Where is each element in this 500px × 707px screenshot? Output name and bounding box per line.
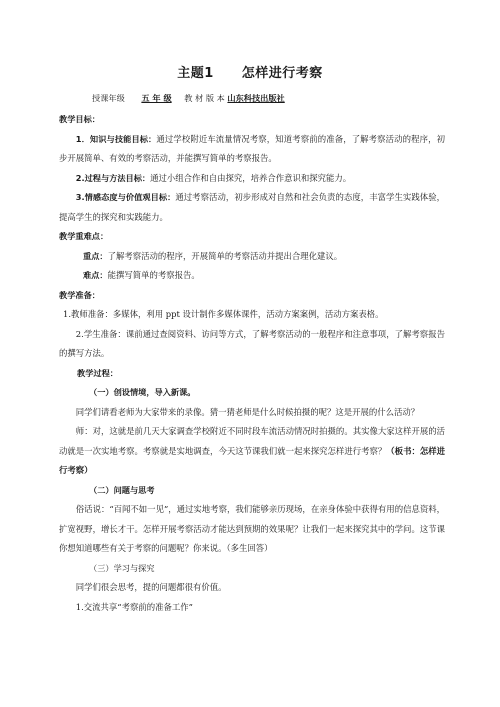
section-3-item-1: 1.交流共享“考察前的准备工作” [75,601,193,612]
keypoint-difficult-label: 难点： [83,270,108,280]
process-heading: 教学过程： [77,367,118,378]
section-1-paragraph-2 [59,422,445,481]
section-2-paragraph-1: 俗话说：“百闻不如一见”，通过实地考察，我们能够亲历现场，在亲身体验中获得有用的信息资料，扩宽视野，增长才干。怎样开展考察活动才能达到预期的效果呢？让我们一起来探究其中的学问。这节课你想知道哪些有关于考察的问题呢？你来说。（多生回答） [59,504,445,553]
goal-emotion-label: 3.情感态度与价值观目标： [75,192,176,202]
keypoint-key-label: 重点： [83,250,108,261]
section-1-title: （一）创设情境，导入新课。 [89,387,196,397]
title-number: 主题1 [177,66,214,81]
board-note: （板书：怎样进行考察） [59,445,446,475]
goal-emotion [59,188,445,227]
prep-heading: 教学准备： [59,289,100,300]
section-3-title: （三）学习与探究 [89,562,155,573]
goal-process-label: 2.过程与方法目标： [75,172,151,183]
course-meta [92,91,450,105]
goal-knowledge-text: 通过学校附近车流量情况考察，知道考察前的准备，了解考察活动的程序，初步开展简单、有效的考察活动，并能撰写简单的考察报告。 [59,133,445,163]
section-3-paragraph-1: 同学们很会思考，提的问题都很有价值。 [75,582,227,592]
goal-process [59,169,445,189]
keypoint-key [59,247,445,267]
prep-student: 2.学生准备：课前通过查阅资料、访问等方式，了解考察活动的一般程序和注意事项，了解考察报告的撰写方法。 [59,328,445,358]
goal-process-text: 通过小组合作和自由探究，培养合作意识和探究能力。 [150,172,352,183]
prep-teacher: 1.教师准备：多媒体，利用 ppt 设计制作多媒体课件，活动方案案例，活动方案表格。 [63,309,384,319]
keypoint-key-text: 了解考察活动的程序，开展简单的考察活动并提出合理化建议。 [107,250,343,261]
keypoints-heading: 教学重难点： [59,231,109,241]
keypoint-difficult-text: 能撰写简单的考察报告。 [107,270,200,280]
goal-emotion-text: 通过考察活动，初步形成对自然和社会负责的态度，丰富学生实践体验，提高学生的探究和实践能力。 [59,192,446,222]
grade-label: 授课年级 [92,93,125,103]
section-2-title: （二）问题与思考 [89,484,155,495]
title-text: 怎样进行考察 [241,66,323,81]
section-1-paragraph-2-text: 师：对，这就是前几天大家调查学校附近不同时段车流活动情况时拍摄的。其实像大家这样开展的活动就是一次实地考察。考察就是实地调查，今天这节课我们就一起来探究怎样进行考察？ [59,426,445,456]
goals-heading: 教学目标： [59,114,100,124]
publisher: 山东科技出版社 [227,93,285,103]
grade-value: 五 年 级 [141,93,172,103]
document-body [59,110,445,617]
goal-knowledge [59,130,445,169]
page-title [0,64,500,84]
textbook-label: 教 材 版 本 [184,93,225,103]
keypoint-difficult [59,266,445,286]
goal-knowledge-label: 1．知识与技能目标： [75,133,157,144]
section-1-paragraph-1: 同学们请看老师为大家带来的录像。猜一猜老师是什么时候拍摄的呢？这是开展的什么活动？ [75,406,420,417]
